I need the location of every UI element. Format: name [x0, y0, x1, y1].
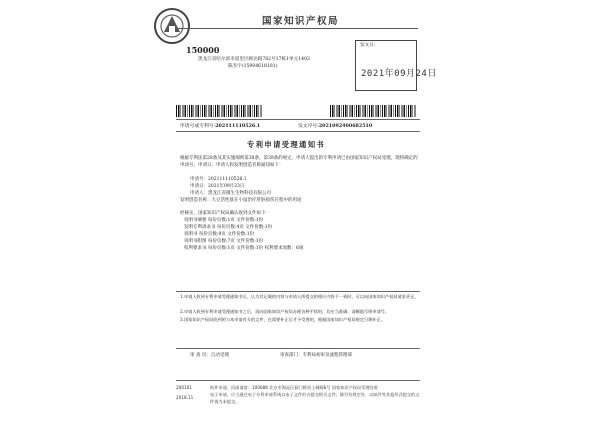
office-name: 国家知识产权局 [262, 16, 340, 27]
header-divider [178, 28, 418, 29]
footer-line: 纸件申请，回函请寄：100088 北京市海淀区蓟门桥西土城路6号 国家知识产权局受理处收 [210, 385, 378, 390]
barcode-right [330, 105, 416, 117]
filing-date-label: 发文日: [360, 43, 376, 48]
examiner-label: 审 查 员： [190, 353, 211, 358]
file-line: 权利要求书 每份页数:1页 文件份数:1份 权利要求项数：6项 [184, 246, 304, 251]
app-no-label: 申请号或专利号: [180, 124, 216, 129]
examiner-value: 自动受理 [210, 353, 229, 358]
detail-line: 申请日：2021年09月23日 [190, 184, 245, 189]
divider-examiner [176, 348, 420, 349]
contact-line: 陈杰宇(15904618181) [228, 64, 278, 69]
divider-footer [176, 380, 420, 381]
intro-paragraph: 根据专利法第28条及其实施细则第38条、第39条的规定，申请人提出的专利申请已由国家知识产权局受理。现将确定的申请号、申请日、申请人和发明创造名称通知如下： [180, 156, 418, 168]
address-line: 黑龙江省哈尔滨市道里区顾达路782号17栋1单元1403 [198, 57, 310, 62]
form-code: 200101 [176, 385, 192, 390]
note-item: 3.国家知识产权局收到的与本申请有关的文件，在需要补正后才予受理的，根据国家知识产权局规定日期补正。 [180, 317, 385, 322]
cnipa-emblem-icon [152, 6, 192, 46]
divider-top [176, 119, 420, 120]
recipient-address [198, 56, 318, 70]
file-line: 说明书摘要 每份页数:1页 文件份数:1份 [184, 218, 264, 223]
document-title: 专利申请受理通知书 [247, 140, 326, 149]
department-label: 审查部门： [280, 353, 303, 358]
date-stamp: 2021年09月24日 [361, 69, 437, 79]
file-line: 说明书附图 每份页数:7页 文件份数:1份 [184, 239, 264, 244]
notice-no-value: 2021092400682510 [318, 123, 373, 129]
barcode-left [176, 105, 262, 117]
file-line: 说明书 每份页数:9页 文件份数:1份 [184, 232, 255, 237]
department-row [280, 352, 352, 358]
date-code: 2018.11 [176, 395, 194, 400]
application-number [180, 122, 260, 129]
divider-ids [176, 131, 420, 132]
footer-line: 电子申请，应当通过电子专利申请系统以电子文件形式提交相关文件。除另有规定外，以纸件等其他形式提交的文件视为未提交。 [210, 391, 420, 404]
postal-code: 150000 [186, 45, 220, 55]
notice-no-label: 发文序号: [298, 124, 319, 129]
notice-number [298, 122, 372, 129]
detail-line: 发明创造名称：大豆活性肽在小鼠治疗肝脏损伤过程中的用途 [180, 198, 302, 203]
detail-line: 申请号：202111110526.1 [190, 177, 247, 182]
files-intro: 经核实，国家知识产权局确认收到文件如下： [180, 211, 270, 216]
department-value: 专利局初审及流程管理部 [302, 353, 352, 358]
detail-line: 申请人：黑龙江省微生生物科技有限公司 [190, 191, 271, 196]
footer-lines [210, 385, 420, 405]
note-item: 1.申请人收到专利申请受理通知书后，认为其记载的内容与申请人所提交的相应内容不一致时，可以向国家知识产权局请求更正。 [180, 294, 419, 299]
divider-notes [176, 291, 420, 292]
note-item: 2.申请人收到专利申请受理通知书之后，再向国家知识产权局办理各种手续时，均应当准确、清晰地写明申请号。 [180, 309, 390, 314]
app-no-value: 202111110526.1 [215, 123, 261, 129]
file-line: 发明专利请求书 每份页数:4页 文件份数:1份 [184, 225, 273, 230]
examiner-row [190, 352, 229, 358]
